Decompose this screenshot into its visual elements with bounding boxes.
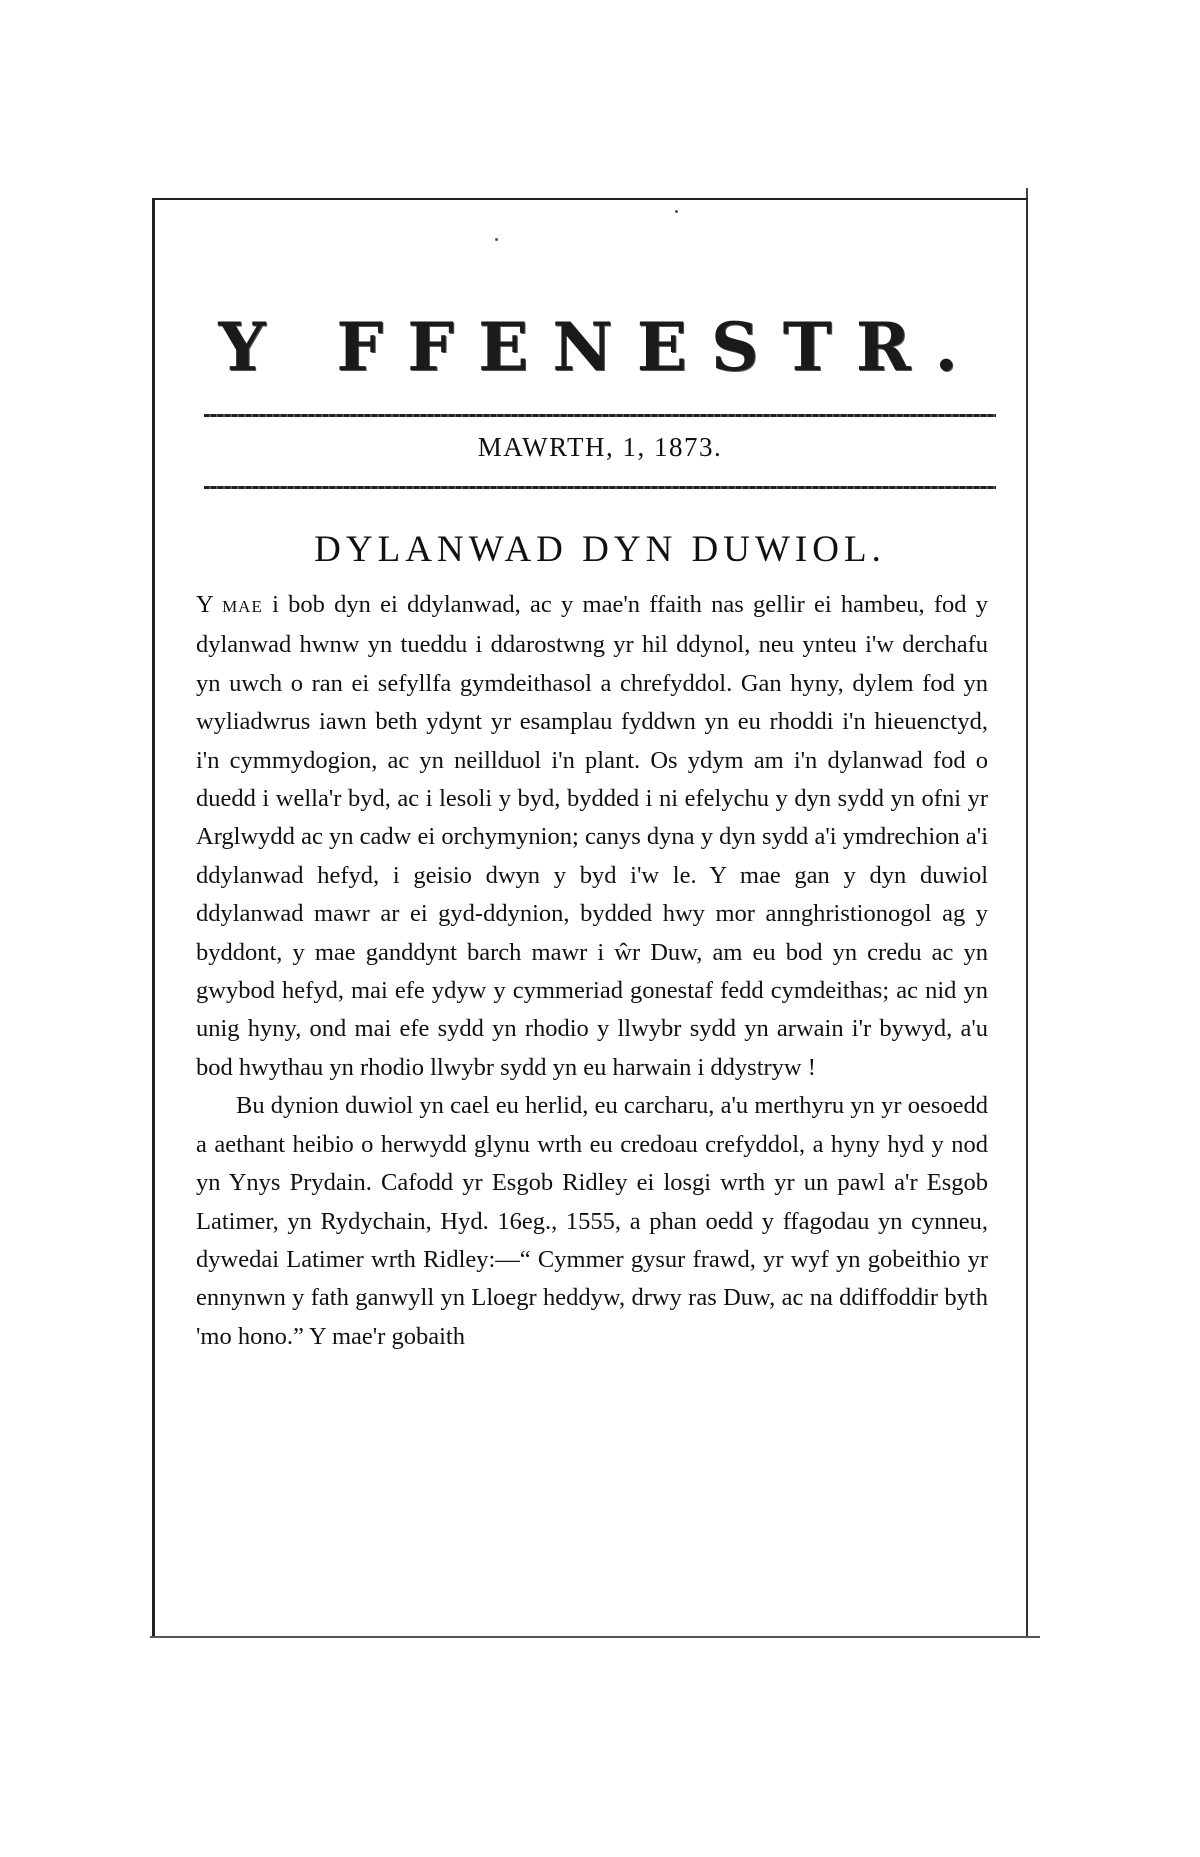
masthead-title: Y FFENESTR. [218, 308, 982, 386]
paragraph-1-text: i bob dyn ei ddylanwad, ac y mae'n ffaith nas gellir ei hambeu, fod y dylanwad hwnw yn tueddu i ddarostwng yr hil ddynol, neu ynteu i'w derchafu yn uwch o ran ei sefyllfa gymdeithasol a chrefyddol. Gan hyny, dylem fod yn wyliadwrus iawn beth ydynt yr esamplau fyddwn yn eu rhoddi i'n hieuenctyd, i'n cymmydogion, ac yn neillduol i'n plant. Os ydym am i'n dylanwad fod o duedd i wella'r byd, ac i lesoli y byd, bydded i ni efelychu y dyn sydd yn ofni yr Arglwydd ac yn cadw ei orchymynion; canys dyna y dyn sydd a'i ymdrechion a'i ddylanwad hefyd, i geisio dwyn y byd i'w le. Y mae gan y dyn duwiol ddylanwad mawr ar ei gyd-ddynion, bydded hwy mor annghristionogol ag y byddont, y mae ganddynt barch mawr i ŵr Duw, am eu bod yn credu ac yn gwybod hefyd, mai efe ydyw y cymmeriad gonestaf fedd cymdeithas; ac nid yn unig hyny, ond mai efe sydd yn rhodio y llwybr sydd yn arwain i'r bywyd, a'u bod hwythau yn rhodio llwybr sydd yn eu harwain i ddystryw ! [196, 591, 989, 1081]
masthead-rule [204, 414, 996, 417]
paragraph-1-initial: Y [196, 591, 213, 618]
date-rule [204, 486, 996, 489]
paragraph-2: Bu dynion duwiol yn cael eu herlid, eu carcharu, a'u merthyru yn yr oesoedd a aethant heibio o herwydd glynu wrth eu credoau crefyddol, a hyny hyd y nod yn Ynys Prydain. Cafodd yr Esgob Ridley ei losgi wrth yr un pawl a'r Esgob Latimer, yn Rydychain, Hyd. 16eg., 1555, a phan oedd y ffagodau yn cynneu, dywedai Latimer wrth Ridley:—“ Cymmer gysur frawd, yr wyf yn gobeithio yr ennynwn y fath ganwyll yn Lloegr heddyw, drwy ras Duw, ac na ddiffoddir byth 'mo hono.” Y mae'r gobaith [196, 1092, 988, 1350]
ink-speck [495, 238, 498, 241]
article-heading: DYLANWAD DYN DUWIOL. [314, 529, 886, 570]
paragraph-1 [196, 586, 988, 1087]
frame-bottom-rule [150, 1636, 1040, 1638]
ink-speck [675, 210, 678, 213]
issue-date: MAWRTH, 1, 1873. [477, 432, 723, 462]
paragraph-1-smallcaps: MAE [222, 597, 263, 616]
article-body [196, 586, 988, 1356]
